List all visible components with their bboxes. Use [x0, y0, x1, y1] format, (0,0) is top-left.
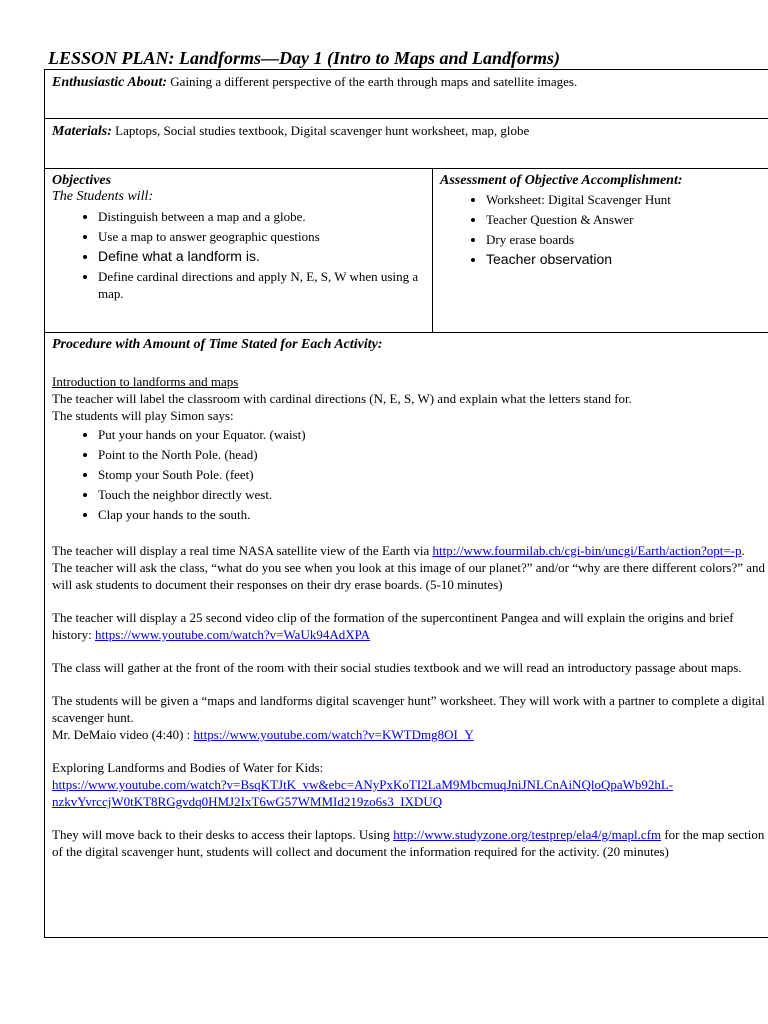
enthusiastic-label: Enthusiastic About:	[52, 75, 168, 90]
materials-row	[44, 119, 768, 169]
procedure-row	[44, 333, 768, 938]
list-item: • Worksheet: Digital Scavenger Hunt	[486, 191, 766, 208]
list-item: • Touch the neighbor directly west.	[98, 486, 766, 503]
objectives-subtitle: The Students will:	[52, 189, 154, 204]
list-item: • Distinguish between a map and a globe.	[98, 208, 425, 225]
enthusiastic-text: Gaining a different perspective of the earth through maps and satellite images.	[167, 74, 578, 89]
paragraph-text: . The teacher will ask the class, “what do you see when you look at this image of our planet?” and/or “why are there different colors?” and will ask students to document their responses on their dry erase boards. (5-10 minutes)	[52, 543, 766, 592]
paragraph-landforms-kids: Exploring Landforms and Bodies of Water for Kids:	[52, 760, 324, 775]
paragraph-scavenger-hunt: The students will be given a “maps and landforms digital scavenger hunt” worksheet. They will work with a partner to complete a digital scavenger hunt.	[52, 693, 765, 725]
list-item: • Define what a landform is.	[98, 248, 425, 265]
paragraph-text: The teacher will display a real time NASA satellite view of the Earth via	[52, 543, 433, 558]
landforms-video-link-line	[52, 793, 766, 810]
list-item: • Define cardinal directions and apply N, E, S, W when using a map.	[98, 268, 425, 302]
demaio-video-link[interactable]: https://www.youtube.com/watch?v=KWTDmg8OI_Y	[193, 727, 474, 742]
materials-label: Materials:	[52, 124, 112, 139]
paragraph-studyzone	[52, 826, 766, 860]
list-item: • Use a map to answer geographic questions	[98, 228, 425, 245]
assessment-label: Assessment of Objective Accomplishment:	[440, 173, 683, 188]
paragraph-text: They will move back to their desks to access their laptops. Using	[52, 827, 394, 842]
objectives-list	[52, 208, 425, 302]
procedure-label: Procedure with Amount of Time Stated for Each Activity:	[52, 337, 383, 352]
intro-heading: Introduction to landforms and maps	[52, 374, 239, 389]
list-item: • Clap your hands to the south.	[98, 506, 766, 523]
landforms-video-link[interactable]: https://www.youtube.com/watch?v=BsqKTJtK_vw&ebc=ANyPxKoTI2LaM9MbcmuqJniJNLCnAiNQloQpaWb92hL-	[52, 777, 674, 792]
page-title: LESSON PLAN: Landforms—Day 1 (Intro to Maps and Landforms)	[48, 48, 561, 68]
pangea-video-link[interactable]: https://www.youtube.com/watch?v=WaUk94AdXPA	[94, 627, 371, 642]
objectives-label: Objectives	[52, 173, 112, 188]
paragraph-pangea	[52, 609, 766, 643]
paragraph-text: for the map section of the digital scavenger hunt, students will collect and document the information required for the activity. (20 minutes)	[52, 827, 765, 859]
paragraph-text: Mr. DeMaio video (4:40) :	[52, 727, 194, 742]
objectives-cell	[45, 169, 433, 332]
list-item: • Point to the North Pole. (head)	[98, 446, 766, 463]
landforms-video-link-continued[interactable]: nzkvYvrccjW0tKT8RGgvdq0HMJ2IxT6wG57WMMId219zo6s3_IXDUQ	[52, 794, 443, 809]
list-item: • Teacher observation	[486, 251, 766, 268]
studyzone-link[interactable]: http://www.studyzone.org/testprep/ela4/g/mapl.cfm	[393, 827, 662, 842]
enthusiastic-row	[44, 69, 768, 119]
paragraph-demaio	[52, 726, 766, 743]
intro-line-2: The students will play Simon says:	[52, 408, 234, 423]
paragraph-text: The teacher will display a 25 second video clip of the formation of the supercontinent Pangea and will explain the origins and brief history:	[52, 610, 734, 642]
objectives-row	[44, 169, 768, 333]
materials-text: Laptops, Social studies textbook, Digital scavenger hunt worksheet, map, globe	[111, 123, 530, 138]
list-item: • Stomp your South Pole. (feet)	[98, 466, 766, 483]
simon-says-list	[52, 426, 766, 523]
assessment-cell	[433, 169, 768, 332]
assessment-list	[440, 191, 766, 268]
fourmilab-link[interactable]: http://www.fourmilab.ch/cgi-bin/uncgi/Earth/action?opt=-p	[432, 543, 742, 558]
intro-line-1: The teacher will label the classroom with cardinal directions (N, E, S, W) and explain what the letters stand for.	[52, 391, 632, 406]
list-item: • Put your hands on your Equator. (waist)	[98, 426, 766, 443]
paragraph-satellite	[52, 542, 766, 593]
list-item: • Teacher Question & Answer	[486, 211, 766, 228]
paragraph-textbook: The class will gather at the front of the room with their social studies textbook and we will read an introductory passage about maps.	[52, 660, 742, 675]
lesson-plan-table	[44, 69, 768, 938]
landforms-video-link-line	[52, 776, 766, 793]
list-item: • Dry erase boards	[486, 231, 766, 248]
